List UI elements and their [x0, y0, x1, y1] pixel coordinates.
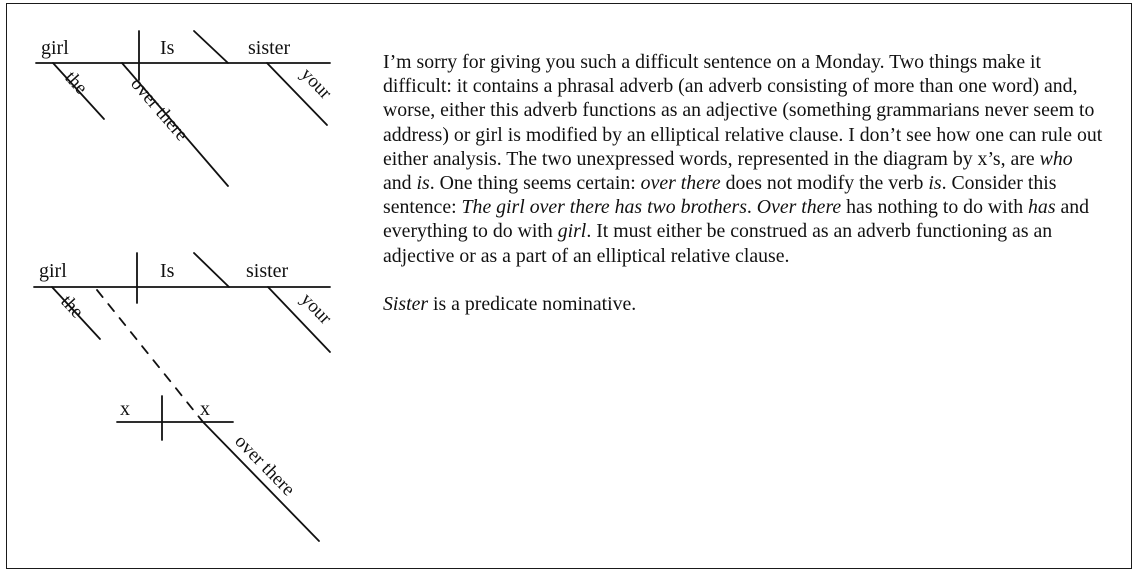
bottom-complement-word: sister [246, 260, 289, 282]
bottom-subject-word: girl [39, 260, 67, 282]
commentary-text [383, 50, 1105, 316]
italic-term: has [1028, 196, 1056, 219]
italic-term: is [928, 172, 942, 195]
italic-term: girl [557, 220, 587, 243]
commentary-paragraph-2: Sister is a predicate nominative. [383, 292, 637, 315]
italic-term: The girl over there has two brothers [461, 196, 747, 219]
top-modifier-your: your [296, 63, 336, 104]
bottom-modifier-your: your [296, 288, 336, 329]
clause-modifier-over-there: over there [230, 430, 299, 501]
relative-clause-connector [97, 290, 203, 422]
italic-term: over there [640, 172, 721, 195]
clause-subject-word: x [120, 398, 130, 420]
commentary-paragraph-1: I’m sorry for giving you such a difficult sentence on a Monday. Two things make it difficult: it contains a phrasal adverb (an adverb consisting of more than one word) and, worse, either this adverb functions as an adjective (something grammarians never seem to address) or girl is modified by an elliptical relative clause. I don’t see how one can rule out either analysis. The two unexpressed words, represented in the diagram by x’s, are who and is. One thing seems certain: over there does not modify the verb is. Consider this sentence: The girl over there has two brothers. Over there has nothing to do with has and everything to do with girl. It must either be construed as an adverb functioning as an adjective or as a part of an elliptical relative clause. [383, 51, 1103, 267]
top-modifier-over-there: over there [126, 73, 193, 146]
bottom-verb-word: Is [160, 260, 175, 282]
top-modifier-the: the [60, 67, 92, 99]
bottom-complement-divider [194, 253, 229, 287]
top-verb-word: Is [160, 37, 175, 59]
clause-verb-word: x [200, 398, 210, 420]
bottom-modifier-the: the [56, 291, 88, 323]
top-subject-word: girl [41, 37, 69, 59]
top-complement-divider [194, 31, 228, 63]
italic-term: is [416, 172, 430, 195]
clause-modifier-line [203, 422, 319, 541]
italic-term: Over there [756, 196, 842, 219]
italic-term: who [1039, 147, 1073, 170]
italic-term: Sister [383, 292, 429, 315]
top-complement-word: sister [248, 37, 291, 59]
